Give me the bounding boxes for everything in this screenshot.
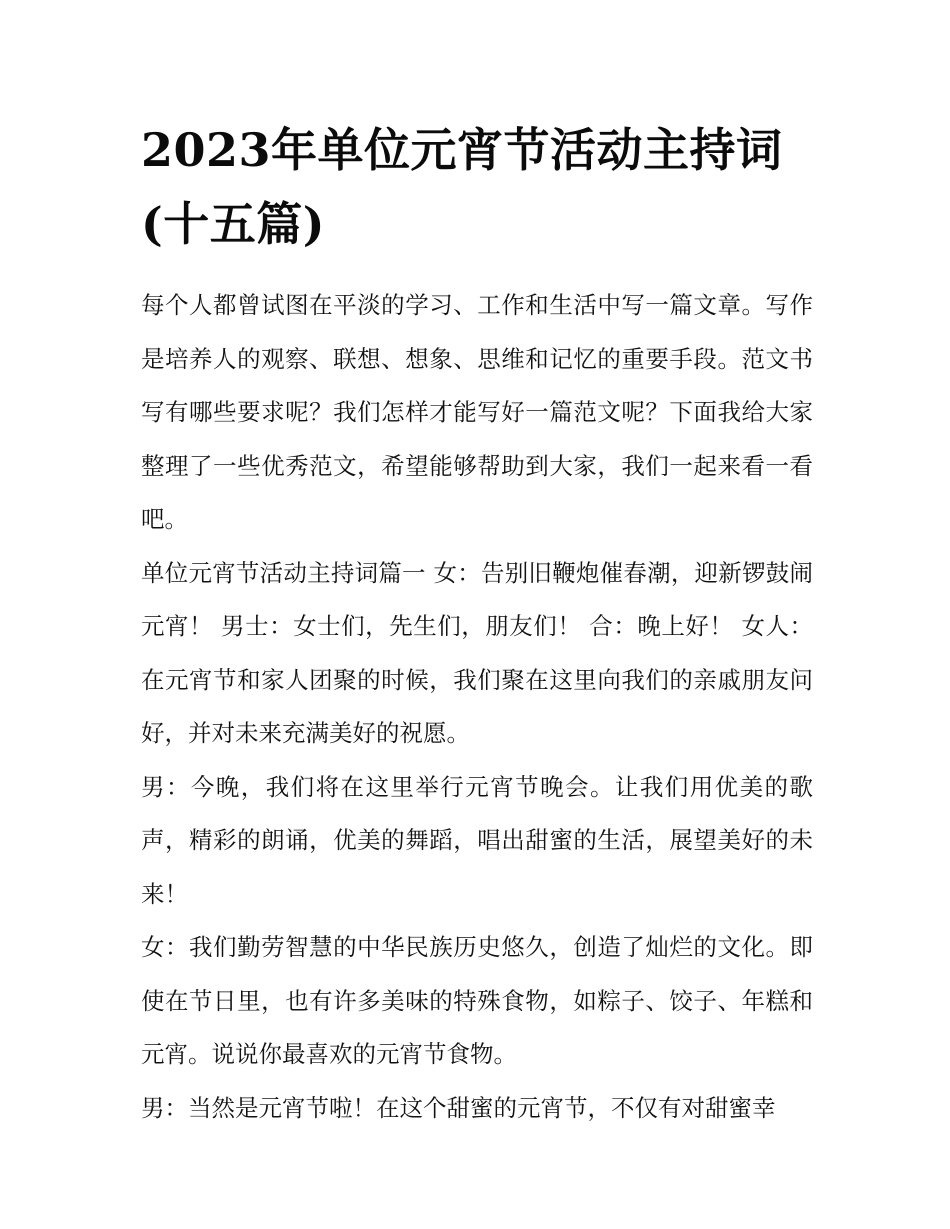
- document-title-line-2: (十五篇): [141, 197, 326, 251]
- paragraph-intro: 每个人都曾试图在平淡的学习、工作和生活中写一篇文章。写作是培养人的观察、联想、想象、思维和记忆的重要手段。范文书写有哪些要求呢？我们怎样才能写好一篇范文呢？下面我给大家整理了一些优秀范文，希望能够帮助到大家，我们一起来看一看吧。: [141, 291, 813, 533]
- paragraph-male-lantern: 男：当然是元宵节啦！在这个甜蜜的元宵节，不仅有对甜蜜幸: [141, 1093, 776, 1122]
- paragraph-female-culture: 女：我们勤劳智慧的中华民族历史悠久，创造了灿烂的文化。即使在节日里，也有许多美味的特殊食物，如粽子、饺子、年糕和元宵。说说你最喜欢的元宵节食物。: [141, 933, 813, 1068]
- paragraph-male-evening: 男：今晚，我们将在这里举行元宵节晚会。让我们用优美的歌声，精彩的朗诵，优美的舞蹈，唱出甜蜜的生活，展望美好的未来！: [141, 772, 813, 908]
- document-body: [141, 113, 813, 1135]
- document-title: [141, 113, 813, 261]
- paragraph-opening: 单位元宵节活动主持词篇一 女：告别旧鞭炮催春潮，迎新锣鼓闹元宵！ 男士：女士们，先生们，朋友们！ 合：晚上好！ 女人：在元宵节和家人团聚的时候，我们聚在这里向我们的亲戚朋友问好，并对未来充满美好的祝愿。: [141, 558, 813, 747]
- document-title-line-1: 2023年单位元宵节活动主持词: [141, 123, 783, 177]
